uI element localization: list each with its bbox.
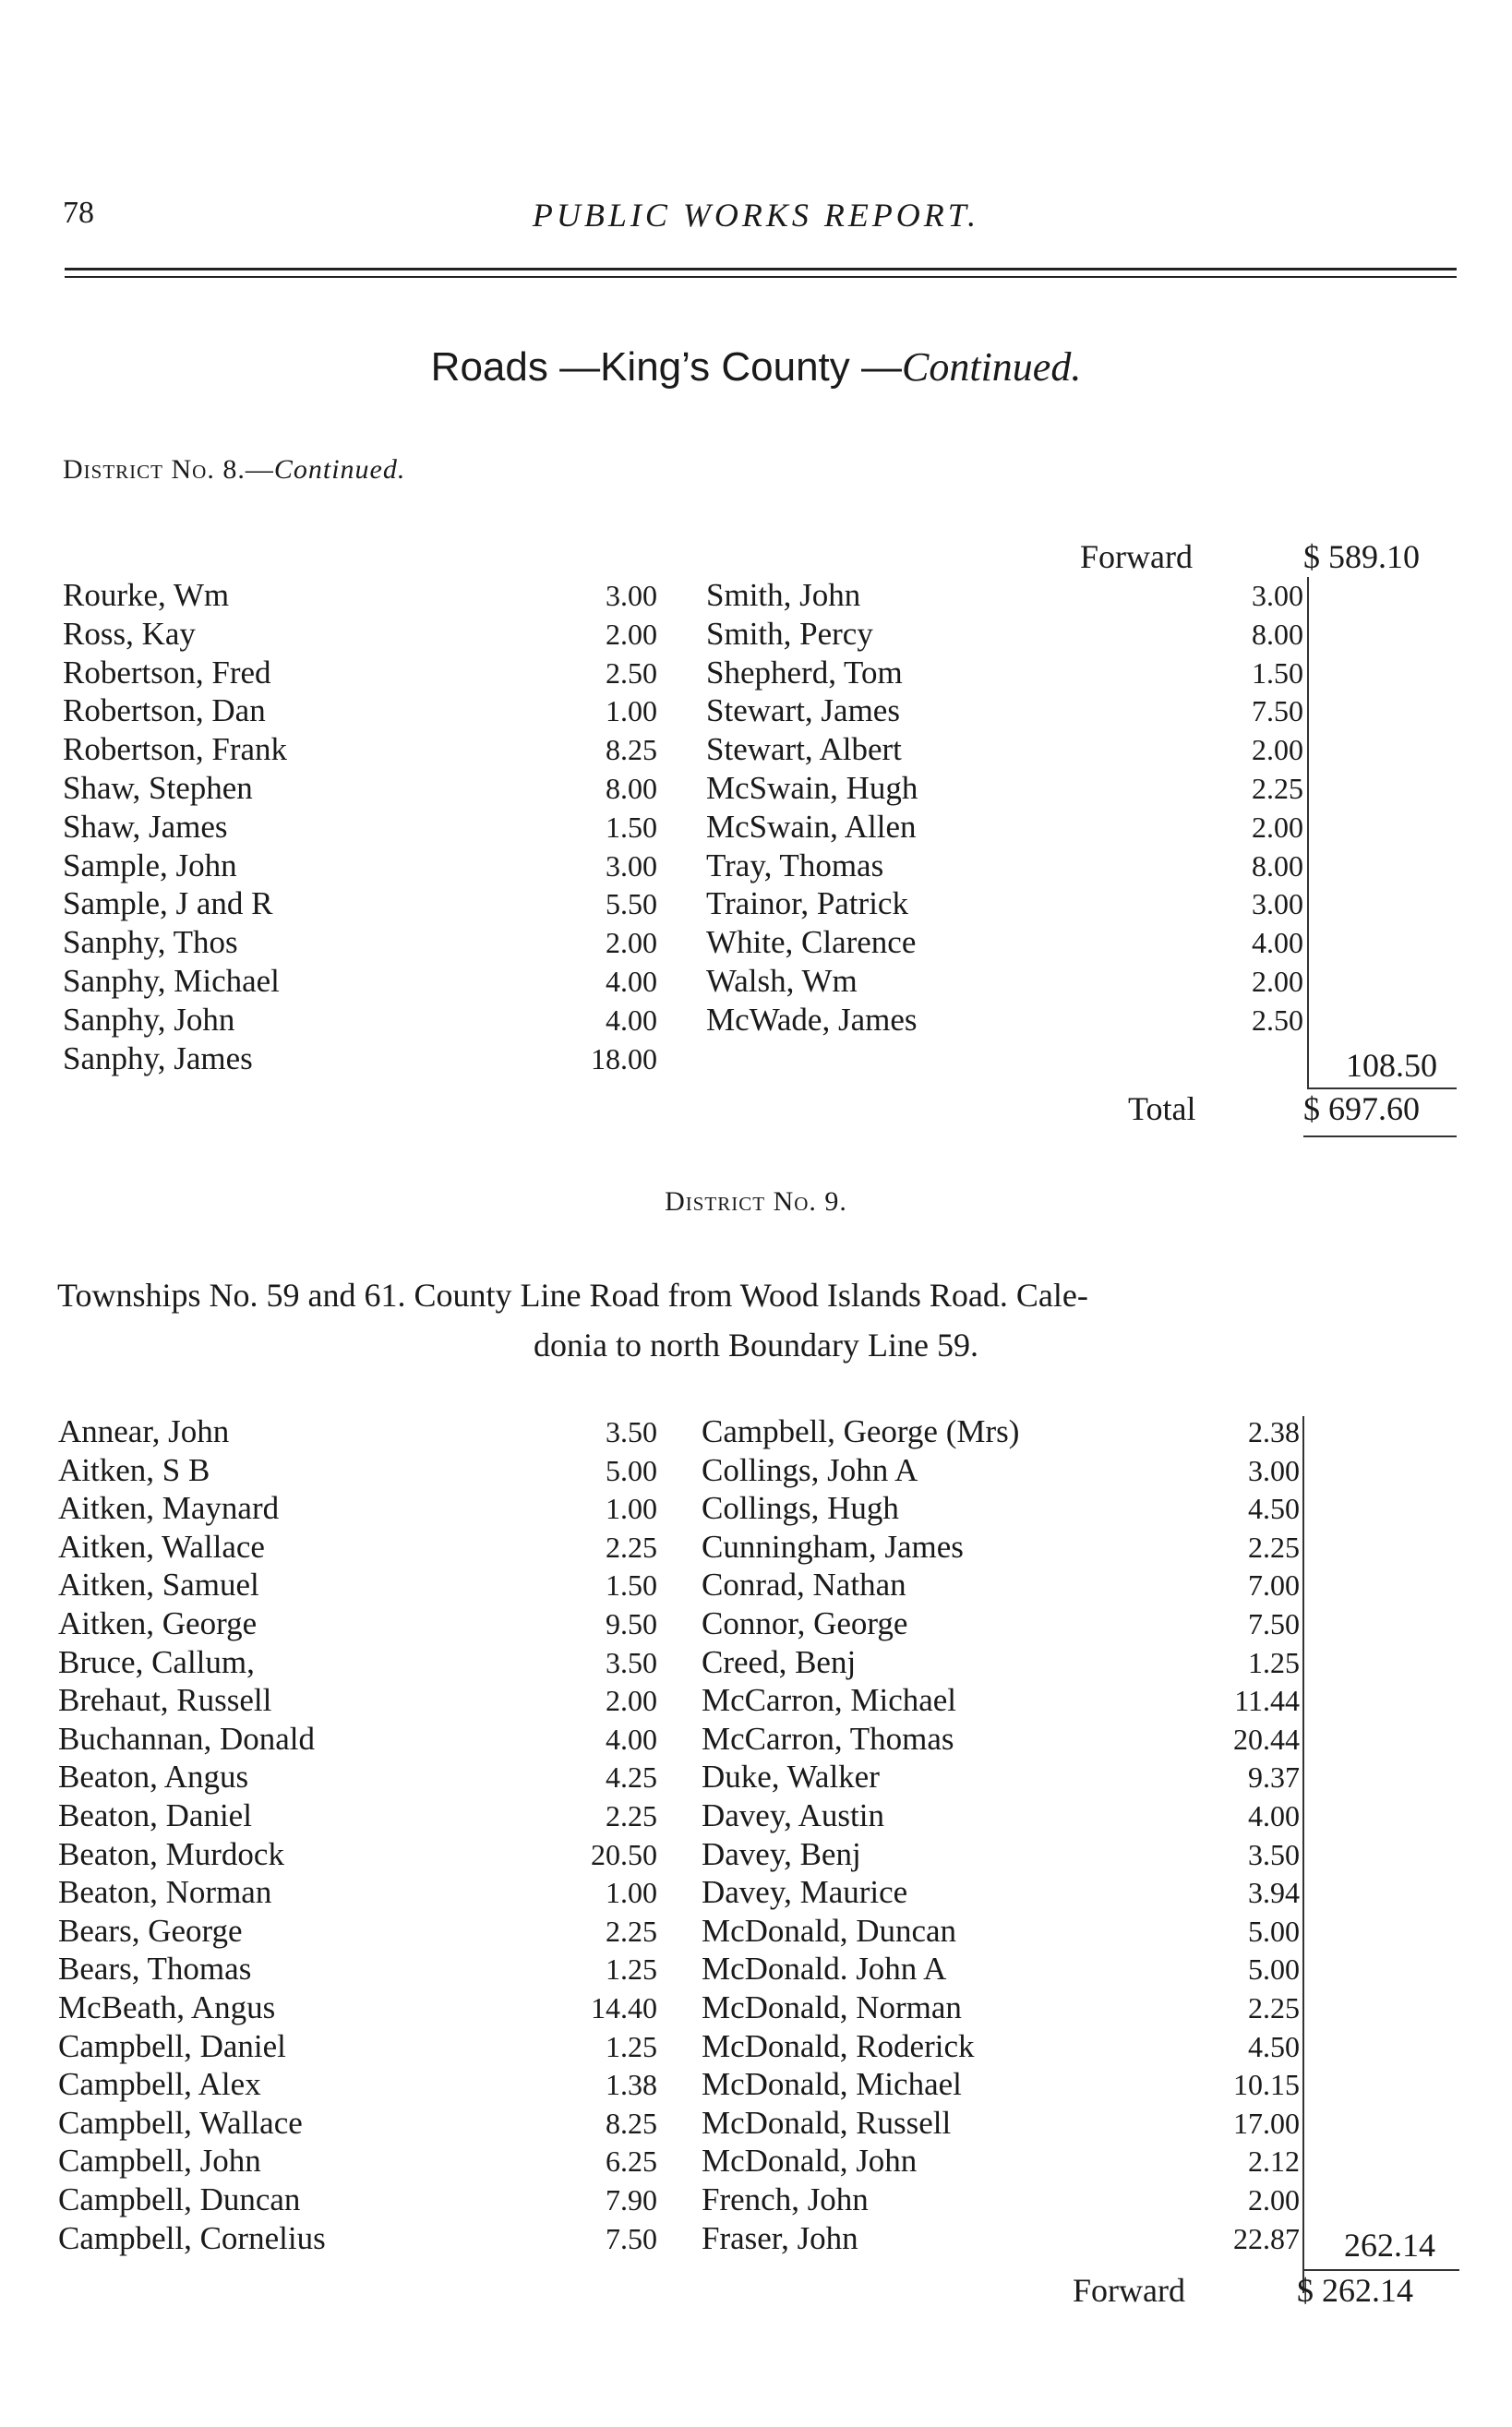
d9-right-entry-name: Cunningham, James bbox=[702, 1528, 964, 1565]
d8-column-rule bbox=[1307, 577, 1309, 1089]
d9-left-entry-amount: 2.25 bbox=[606, 1914, 657, 1948]
running-title: PUBLIC WORKS REPORT. bbox=[532, 197, 980, 234]
section-title-main: Roads —King’s County — bbox=[430, 344, 902, 390]
d9-left-entry-amount: 20.50 bbox=[591, 1837, 657, 1871]
d8-right-entry-amount: 7.50 bbox=[1252, 694, 1303, 728]
d8-left-entry-name: Rourke, Wm bbox=[63, 577, 230, 613]
district-9-label: District No. 9. bbox=[665, 1186, 847, 1217]
d9-left-entry-name: Campbell, John bbox=[58, 2143, 261, 2180]
d9-right-entry-amount: 10.15 bbox=[1233, 2068, 1300, 2102]
d8-right-entry-amount: 2.00 bbox=[1252, 965, 1303, 998]
d9-right-entry-name: McDonald, Duncan bbox=[702, 1912, 957, 1949]
d9-right-entry-name: Conrad, Nathan bbox=[702, 1567, 906, 1604]
d8-left-entry-amount: 4.00 bbox=[606, 965, 657, 998]
d9-left-entry-amount: 3.50 bbox=[606, 1415, 657, 1448]
d9-left-entry-amount: 3.50 bbox=[606, 1645, 657, 1679]
d9-right-entry-name: Collings, John A bbox=[702, 1451, 918, 1488]
d9-right-entry-name: French, John bbox=[702, 2181, 869, 2217]
d8-forward-value: $ 589.10 bbox=[1303, 538, 1420, 575]
d9-left-entry-name: Campbell, Alex bbox=[58, 2066, 261, 2103]
d8-subtotal: 108.50 bbox=[1346, 1047, 1437, 1084]
d9-left-entry-amount: 2.00 bbox=[606, 1684, 657, 1718]
d9-right-entry-name: Davey, Austin bbox=[702, 1797, 884, 1833]
d9-left-entry-amount: 2.25 bbox=[606, 1530, 657, 1564]
d8-left-entry-amount: 2.50 bbox=[606, 655, 657, 690]
d9-right-entry-name: Fraser, John bbox=[702, 2219, 858, 2256]
d8-right-entry-amount: 2.00 bbox=[1252, 810, 1303, 844]
d9-subtotal: 262.14 bbox=[1344, 2227, 1435, 2264]
d8-right-entry-name: McSwain, Hugh bbox=[706, 770, 918, 806]
d9-right-entry-amount: 5.00 bbox=[1248, 1914, 1300, 1948]
d8-left-entry-name: Sample, J and R bbox=[63, 885, 273, 922]
d8-left-entry-name: Robertson, Fred bbox=[63, 654, 271, 691]
d8-right-entry-name: Smith, John bbox=[706, 577, 861, 613]
d8-left-entry-amount: 2.00 bbox=[606, 926, 657, 960]
d9-left-entry-name: Aitken, George bbox=[58, 1605, 258, 1641]
d8-left-entry-amount: 8.25 bbox=[606, 733, 657, 767]
d9-forward-value: $ 262.14 bbox=[1297, 2272, 1413, 2309]
district-9-description-line2: donia to north Boundary Line 59. bbox=[534, 1327, 978, 1364]
section-title bbox=[0, 343, 1512, 390]
d9-left-entry-name: Beaton, Daniel bbox=[58, 1797, 252, 1833]
d9-right-entry-amount: 3.00 bbox=[1248, 1453, 1300, 1487]
d8-right-entry-name: McSwain, Allen bbox=[706, 808, 917, 845]
d8-total-label: Total bbox=[1128, 1090, 1196, 1127]
d9-right-entry-amount: 2.00 bbox=[1248, 2183, 1300, 2217]
d9-left-entry-amount: 4.25 bbox=[606, 1760, 657, 1795]
section-title-continued: Continued. bbox=[902, 344, 1082, 390]
d8-right-entry-amount: 4.00 bbox=[1252, 926, 1303, 960]
district-8-label: District No. 8.— bbox=[63, 454, 274, 485]
d9-right-entry-name: McDonald, Russell bbox=[702, 2104, 952, 2141]
d9-right-entry-name: Connor, George bbox=[702, 1605, 908, 1641]
d9-left-entry-amount: 1.25 bbox=[606, 1952, 657, 1987]
d9-right-entry-amount: 17.00 bbox=[1233, 2106, 1300, 2140]
d9-right-entry-amount: 2.12 bbox=[1248, 2145, 1300, 2179]
d8-total-rule bbox=[1303, 1135, 1457, 1137]
d9-left-entry-name: Beaton, Angus bbox=[58, 1759, 249, 1796]
d9-right-entry-amount: 7.50 bbox=[1248, 1607, 1300, 1640]
d8-left-entry-name: Sanphy, James bbox=[63, 1039, 253, 1076]
d9-left-entry-amount: 5.00 bbox=[606, 1453, 657, 1487]
d8-left-entry-amount: 2.00 bbox=[606, 617, 657, 651]
d9-left-entry-name: Aitken, Maynard bbox=[58, 1490, 280, 1527]
d9-left-entry-amount: 1.38 bbox=[606, 2068, 657, 2102]
d9-left-entry-name: Campbell, Daniel bbox=[58, 2027, 286, 2064]
d8-right-entry-name: Tray, Thomas bbox=[706, 847, 884, 883]
d9-left-entry-name: Campbell, Cornelius bbox=[58, 2219, 326, 2256]
d8-right-entry-amount: 8.00 bbox=[1252, 848, 1303, 883]
d9-left-entry-name: Beaton, Murdock bbox=[58, 1835, 284, 1872]
d9-left-entry-name: Bears, George bbox=[58, 1912, 243, 1949]
d9-left-entry-name: Annear, John bbox=[58, 1413, 230, 1449]
d8-right-entry-amount: 2.50 bbox=[1252, 1003, 1303, 1037]
d9-left-entry-name: Bruce, Callum, bbox=[58, 1643, 255, 1680]
district-8-heading bbox=[63, 454, 405, 486]
d9-left-entry-amount: 1.25 bbox=[606, 2029, 657, 2063]
district-8-continued: Continued. bbox=[273, 454, 406, 485]
d8-left-entry-name: Robertson, Dan bbox=[63, 692, 266, 729]
d8-right-entry-name: Walsh, Wm bbox=[706, 963, 858, 999]
d8-right-entry-amount: 1.50 bbox=[1252, 655, 1303, 690]
d9-left-entry-amount: 1.00 bbox=[606, 1492, 657, 1526]
d9-right-entry-name: McDonald, John bbox=[702, 2143, 918, 2180]
d8-forward-label: Forward bbox=[1080, 538, 1193, 575]
d9-left-entry-name: Brehaut, Russell bbox=[58, 1682, 272, 1719]
d8-left-entry-name: Shaw, James bbox=[63, 808, 228, 845]
d8-left-entry-amount: 1.50 bbox=[606, 810, 657, 844]
d9-left-entry-name: Beaton, Norman bbox=[58, 1874, 272, 1911]
d8-right-entry-name: McWade, James bbox=[706, 1001, 918, 1038]
d9-right-entry-name: Campbell, George (Mrs) bbox=[702, 1413, 1020, 1449]
d8-left-entry-amount: 18.00 bbox=[591, 1041, 657, 1075]
d9-right-entry-name: Collings, Hugh bbox=[702, 1490, 899, 1527]
d8-left-entry-amount: 3.00 bbox=[606, 579, 657, 612]
d8-right-entry-name: Stewart, James bbox=[706, 692, 900, 729]
page-number: 78 bbox=[63, 196, 94, 230]
d8-left-entry-name: Sample, John bbox=[63, 847, 237, 883]
d8-left-entry-name: Robertson, Frank bbox=[63, 731, 288, 768]
d8-left-entry-amount: 8.00 bbox=[606, 772, 657, 805]
d9-right-entry-amount: 4.50 bbox=[1248, 1492, 1300, 1526]
d8-left-entry-name: Shaw, Stephen bbox=[63, 770, 253, 806]
d8-left-entry-name: Sanphy, Thos bbox=[63, 924, 238, 961]
d8-left-entry-amount: 4.00 bbox=[606, 1003, 657, 1037]
d8-right-entry-name: Shepherd, Tom bbox=[706, 654, 903, 691]
d8-left-entry-amount: 1.00 bbox=[606, 694, 657, 728]
d9-left-entry-amount: 14.40 bbox=[591, 1991, 657, 2025]
d8-total-value: $ 697.60 bbox=[1303, 1090, 1420, 1127]
d8-left-entry-name: Sanphy, Michael bbox=[63, 963, 280, 999]
d9-left-entry-amount: 4.00 bbox=[606, 1722, 657, 1756]
d8-left-entry-amount: 5.50 bbox=[606, 887, 657, 921]
d9-left-entry-name: McBeath, Angus bbox=[58, 1989, 276, 2025]
d9-left-entry-name: Campbell, Duncan bbox=[58, 2181, 301, 2217]
header-rule-top bbox=[65, 268, 1457, 270]
d8-right-entry-amount: 2.00 bbox=[1252, 733, 1303, 767]
d9-right-entry-name: McCarron, Michael bbox=[702, 1682, 957, 1719]
header-rule-bottom bbox=[65, 276, 1457, 278]
district-9-description-line1: Townships No. 59 and 61. County Line Road from Wood Islands Road. Cale- bbox=[57, 1277, 1088, 1314]
d9-left-entry-amount: 7.50 bbox=[606, 2221, 657, 2255]
d8-right-entry-amount: 2.25 bbox=[1252, 772, 1303, 805]
d9-left-entry-name: Buchannan, Donald bbox=[58, 1720, 315, 1757]
d9-right-entry-amount: 3.50 bbox=[1248, 1837, 1300, 1871]
d8-right-entry-amount: 3.00 bbox=[1252, 579, 1303, 612]
d9-right-entry-name: Duke, Walker bbox=[702, 1759, 880, 1796]
d9-right-entry-amount: 4.00 bbox=[1248, 1799, 1300, 1832]
d9-right-entry-amount: 7.00 bbox=[1248, 1568, 1300, 1603]
d9-left-entry-amount: 1.50 bbox=[606, 1568, 657, 1603]
d8-right-entry-name: Smith, Percy bbox=[706, 615, 873, 652]
d9-right-entry-name: McDonald. John A bbox=[702, 1951, 947, 1988]
d9-right-entry-name: Creed, Benj bbox=[702, 1643, 857, 1680]
d9-right-entry-amount: 1.25 bbox=[1248, 1645, 1300, 1679]
d9-right-entry-amount: 4.50 bbox=[1248, 2029, 1300, 2063]
d9-column-rule bbox=[1302, 1416, 1304, 2293]
d9-left-entry-amount: 1.00 bbox=[606, 1876, 657, 1910]
d9-right-entry-amount: 20.44 bbox=[1233, 1722, 1300, 1756]
d9-right-entry-amount: 2.25 bbox=[1248, 1991, 1300, 2025]
d9-left-entry-amount: 2.25 bbox=[606, 1799, 657, 1832]
d9-right-entry-amount: 22.87 bbox=[1233, 2221, 1300, 2255]
d9-right-entry-amount: 3.94 bbox=[1248, 1876, 1300, 1910]
d9-right-entry-name: McDonald, Roderick bbox=[702, 2027, 975, 2064]
d9-right-entry-amount: 2.25 bbox=[1248, 1530, 1300, 1564]
d8-right-entry-name: Stewart, Albert bbox=[706, 731, 902, 768]
d8-left-entry-name: Ross, Kay bbox=[63, 615, 196, 652]
d9-forward-label: Forward bbox=[1073, 2272, 1185, 2309]
d9-left-entry-name: Aitken, S B bbox=[58, 1451, 210, 1488]
d8-right-entry-amount: 8.00 bbox=[1252, 617, 1303, 651]
d9-right-entry-amount: 11.44 bbox=[1234, 1684, 1300, 1718]
d9-right-entry-name: Davey, Benj bbox=[702, 1835, 861, 1872]
d9-left-entry-name: Campbell, Wallace bbox=[58, 2104, 303, 2141]
d9-left-entry-amount: 6.25 bbox=[606, 2145, 657, 2179]
d8-left-entry-name: Sanphy, John bbox=[63, 1001, 235, 1038]
d9-right-entry-name: McCarron, Thomas bbox=[702, 1720, 954, 1757]
d8-left-entry-amount: 3.00 bbox=[606, 848, 657, 883]
d9-right-entry-amount: 2.38 bbox=[1248, 1415, 1300, 1448]
d8-right-entry-amount: 3.00 bbox=[1252, 887, 1303, 921]
d8-right-entry-name: Trainor, Patrick bbox=[706, 885, 908, 922]
d9-left-entry-amount: 8.25 bbox=[606, 2106, 657, 2140]
d9-right-entry-amount: 5.00 bbox=[1248, 1952, 1300, 1987]
d9-right-entry-amount: 9.37 bbox=[1248, 1760, 1300, 1795]
d9-right-entry-name: Davey, Maurice bbox=[702, 1874, 908, 1911]
d9-right-entry-name: McDonald, Norman bbox=[702, 1989, 962, 2025]
d9-left-entry-amount: 7.90 bbox=[606, 2183, 657, 2217]
district-9-heading bbox=[0, 1186, 1512, 1218]
d9-left-entry-name: Aitken, Samuel bbox=[58, 1567, 259, 1604]
d9-left-entry-name: Bears, Thomas bbox=[58, 1951, 252, 1988]
d9-left-entry-amount: 9.50 bbox=[606, 1607, 657, 1640]
d8-right-entry-name: White, Clarence bbox=[706, 924, 917, 961]
d9-right-entry-name: McDonald, Michael bbox=[702, 2066, 962, 2103]
d9-left-entry-name: Aitken, Wallace bbox=[58, 1528, 265, 1565]
